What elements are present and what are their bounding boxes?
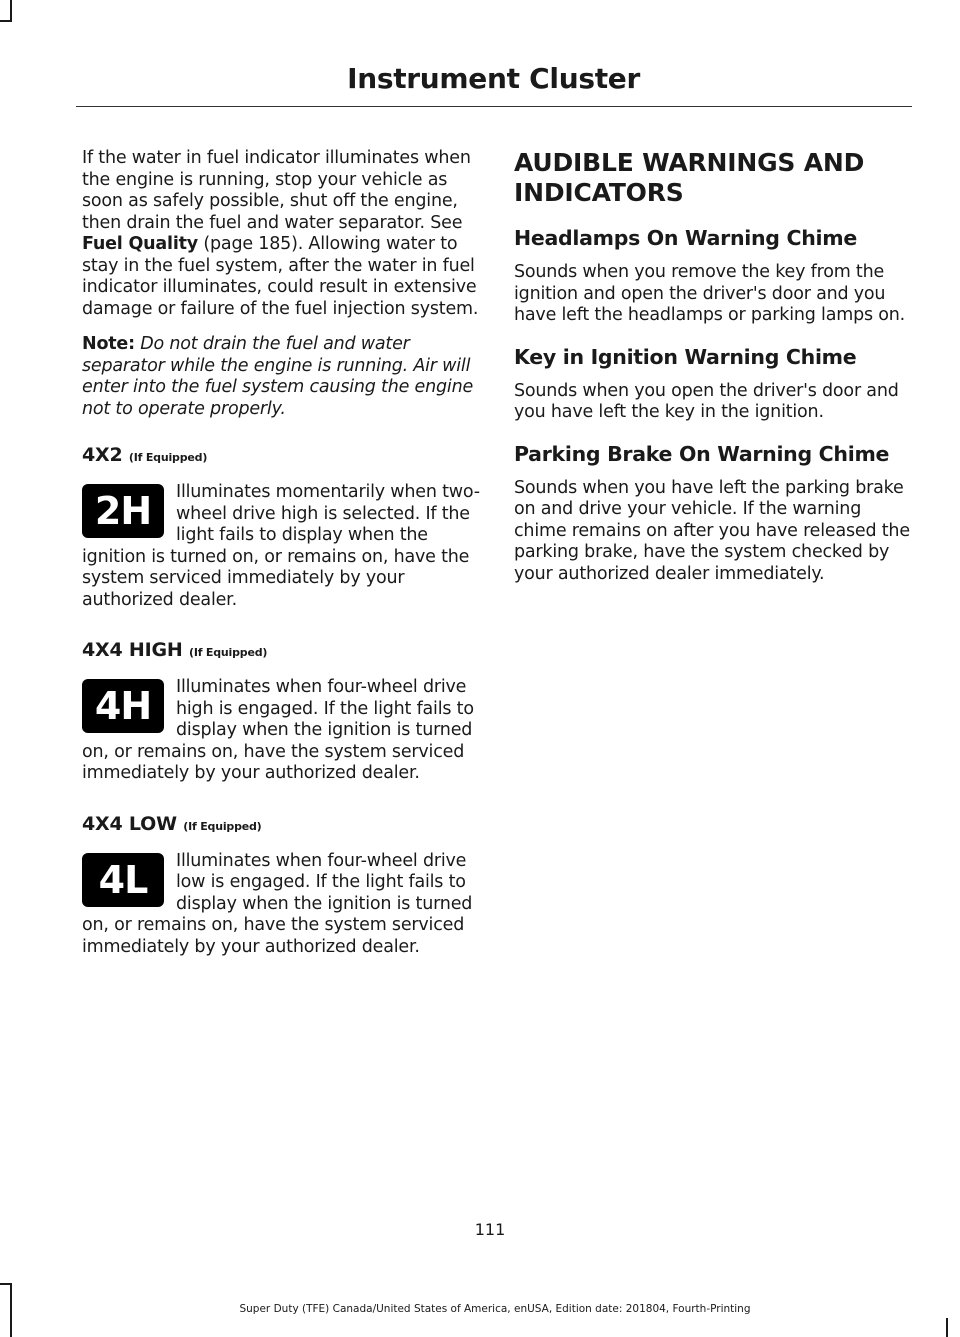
section-title: 4X4 HIGH	[82, 639, 183, 661]
indicator-block-2h	[82, 482, 482, 611]
section-title: 4X4 LOW	[82, 812, 177, 835]
crop-mark	[10, 0, 12, 22]
intro-text: If the water in fuel indicator illuminates when the engine is running, stop your vehicle as soon as safely possible, shut off the engine, then drain the fuel and water separator. See	[82, 148, 471, 233]
if-equipped-tag: (If Equipped)	[128, 451, 208, 464]
section-heading-4x4-low	[82, 813, 482, 835]
4l-indicator-icon: 4L	[82, 853, 164, 907]
note-paragraph	[82, 334, 482, 420]
intro-paragraph	[82, 148, 482, 320]
footer-text: Super Duty (TFE) Canada/United States of America, enUSA, Edition date: 201804, Fourth-Printing	[239, 1303, 751, 1315]
crop-mark	[0, 20, 12, 22]
if-equipped-tag: (If Equipped)	[189, 646, 268, 659]
item-description: Sounds when you have left the parking brake on and drive your vehicle. If the warning chime remains on after you have released the parking brake, have the system checked by your authorized dealer immediately.	[514, 477, 910, 584]
section-heading-4x4-high	[82, 639, 482, 661]
2h-indicator-icon: 2H	[82, 484, 164, 538]
header-divider	[76, 106, 912, 107]
4h-indicator-icon: 4H	[82, 679, 164, 733]
item-heading-key-in-ignition: Key in Ignition Warning Chime	[514, 344, 857, 369]
item-description: Sounds when you open the driver's door and you have left the key in the ignition.	[514, 380, 899, 422]
indicator-description: Illuminates when four-wheel drive low is engaged. If the light fails to display when the ignition is turned on, or remains on, have the system serviced immediately by your authorized dealer.	[82, 850, 473, 957]
page-number: 111	[474, 1220, 506, 1239]
fuel-quality-link[interactable]: Fuel Quality	[82, 234, 199, 254]
crop-mark	[0, 1283, 12, 1285]
indicator-block-4h	[82, 677, 482, 785]
indicator-description: Illuminates momentarily when two-wheel drive high is selected. If the light fails to display when the ignition is turned on, or remains on, have the system serviced immediately by your authorized dealer.	[82, 482, 480, 610]
if-equipped-tag: (If Equipped)	[183, 819, 262, 833]
note-label: Note:	[82, 334, 135, 354]
section-title: 4X2	[82, 444, 123, 466]
indicator-block-4l	[82, 851, 482, 959]
intro-text-cont: (page 185). Allowing water to stay in the fuel system, after the water in fuel indicator illuminates, could result in extensive damage or failure of the fuel injection system.	[82, 234, 479, 319]
indicator-description: Illuminates when four-wheel drive high is engaged. If the light fails to display when the ignition is turned on, or remains on, have the system serviced immediately by your authorized dealer.	[82, 677, 474, 783]
item-description: Sounds when you remove the key from the ignition and open the driver's door and you have left the headlamps or parking lamps on.	[514, 262, 906, 325]
item-heading-parking-brake: Parking Brake On Warning Chime	[514, 441, 890, 466]
page-title: Instrument Cluster	[347, 62, 640, 95]
note-text: Do not drain the fuel and water separator while the engine is running. Air will enter into the fuel system causing the engine not to operate properly.	[82, 334, 474, 419]
crop-mark	[946, 1318, 948, 1337]
section-heading-4x2	[82, 444, 482, 466]
right-column	[514, 148, 914, 599]
section-main-heading: AUDIBLE WARNINGS AND INDICATORS	[514, 148, 865, 207]
item-heading-headlamps: Headlamps On Warning Chime	[514, 226, 857, 250]
left-column	[82, 148, 482, 986]
